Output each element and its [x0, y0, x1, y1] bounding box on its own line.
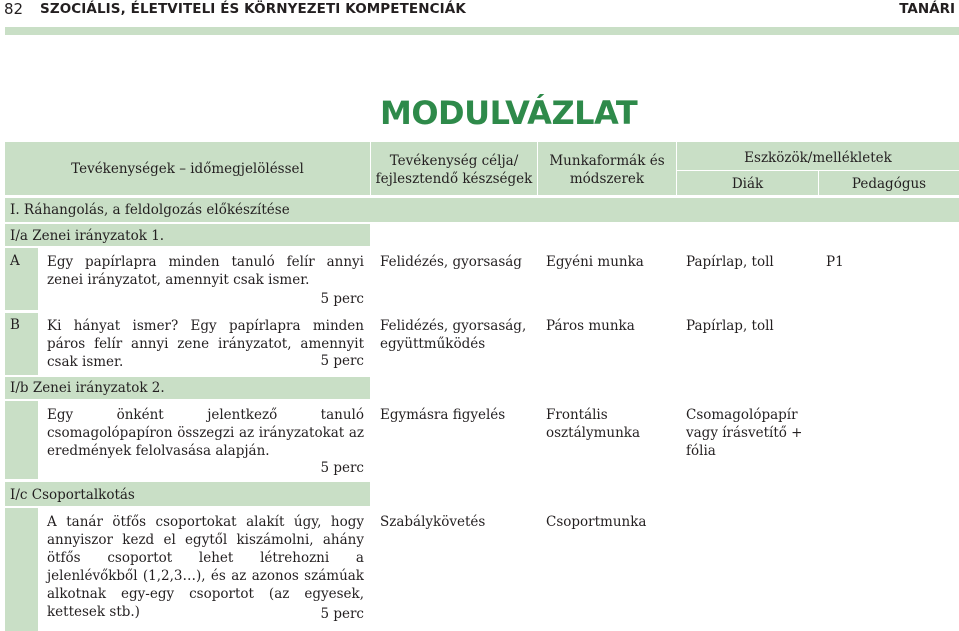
- activity-text: A tanár ötfős csoportokat alakít úgy, hogy annyiszor kezd el egytől kiszámolni, ahány ötfős csoportot lehet létrehozni a jelenlévőkből (1,2,3…), és az azonos számúak alkotnak egy-egy csoportot (az egyesek, kettesek stb.): [47, 514, 364, 620]
- header-title: SZOCIÁLIS, ÉLETVITELI ÉS KÖRNYEZETI KOMPETENCIÁK: [40, 1, 466, 17]
- activity-text: Ki hányat ismer? Egy papírlapra minden páros felír annyi zene irányzatot, amennyit csak ismer.: [47, 318, 364, 370]
- teacher-tools: P1: [826, 254, 844, 270]
- header-label: TANÁRI: [899, 1, 955, 17]
- row-letter-cell: [5, 401, 38, 479]
- subsection-heading: I/b Zenei irányzatok 2.: [10, 380, 165, 396]
- activity-text: Egy papírlapra minden tanuló felír annyi zenei irányzatot, amennyit csak ismer.: [47, 254, 364, 288]
- method-text: Frontális osztálymunka: [546, 407, 641, 441]
- row-letter: B: [10, 317, 20, 333]
- subsection-heading: I/a Zenei irányzatok 1.: [10, 228, 165, 244]
- student-tools: Papírlap, toll: [686, 254, 774, 270]
- activity-text: Egy önként jelentkező tanuló csomagolópapíron összegzi az irányzatokat az eredmények felolvasása alapján.: [47, 407, 364, 459]
- goal-text: Felidézés, gyorsaság: [380, 254, 522, 270]
- activity-time: 5 perc: [320, 606, 364, 622]
- header-tools: Eszközök/mellékletek: [744, 150, 892, 166]
- goal-text: Szabálykövetés: [380, 514, 486, 530]
- method-text: Páros munka: [546, 318, 635, 334]
- method-text: Egyéni munka: [546, 254, 644, 270]
- activity-time: 5 perc: [320, 460, 364, 476]
- row-letter-cell: [5, 508, 38, 631]
- activity-time: 5 perc: [320, 291, 364, 307]
- goal-text: Felidézés, gyorsaság, együttműködés: [380, 318, 527, 352]
- student-tools: Csomagolópapír vagy írásvetítő + fólia: [686, 407, 803, 459]
- page-title: MODULVÁZLAT: [380, 94, 638, 132]
- page-number: 82: [4, 0, 24, 18]
- subsection-heading: I/c Csoportalkotás: [10, 487, 135, 503]
- section-heading: I. Ráhangolás, a feldolgozás előkészítése: [10, 202, 290, 218]
- header-activities: Tevékenységek – időmegjelöléssel: [71, 161, 304, 177]
- divider: [370, 142, 371, 195]
- header-goal: Tevékenység célja/ fejlesztendő készségek: [375, 153, 533, 187]
- header-methods: Munkaformák és módszerek: [549, 153, 665, 187]
- student-tools: Papírlap, toll: [686, 318, 774, 334]
- row-letter: A: [10, 253, 20, 269]
- header-student: Diák: [731, 176, 764, 192]
- header-teacher: Pedagógus: [851, 176, 927, 192]
- method-text: Csoportmunka: [546, 514, 647, 530]
- header-divider: [5, 27, 959, 35]
- activity-time: 5 perc: [320, 353, 364, 369]
- goal-text: Egymásra figyelés: [380, 407, 506, 423]
